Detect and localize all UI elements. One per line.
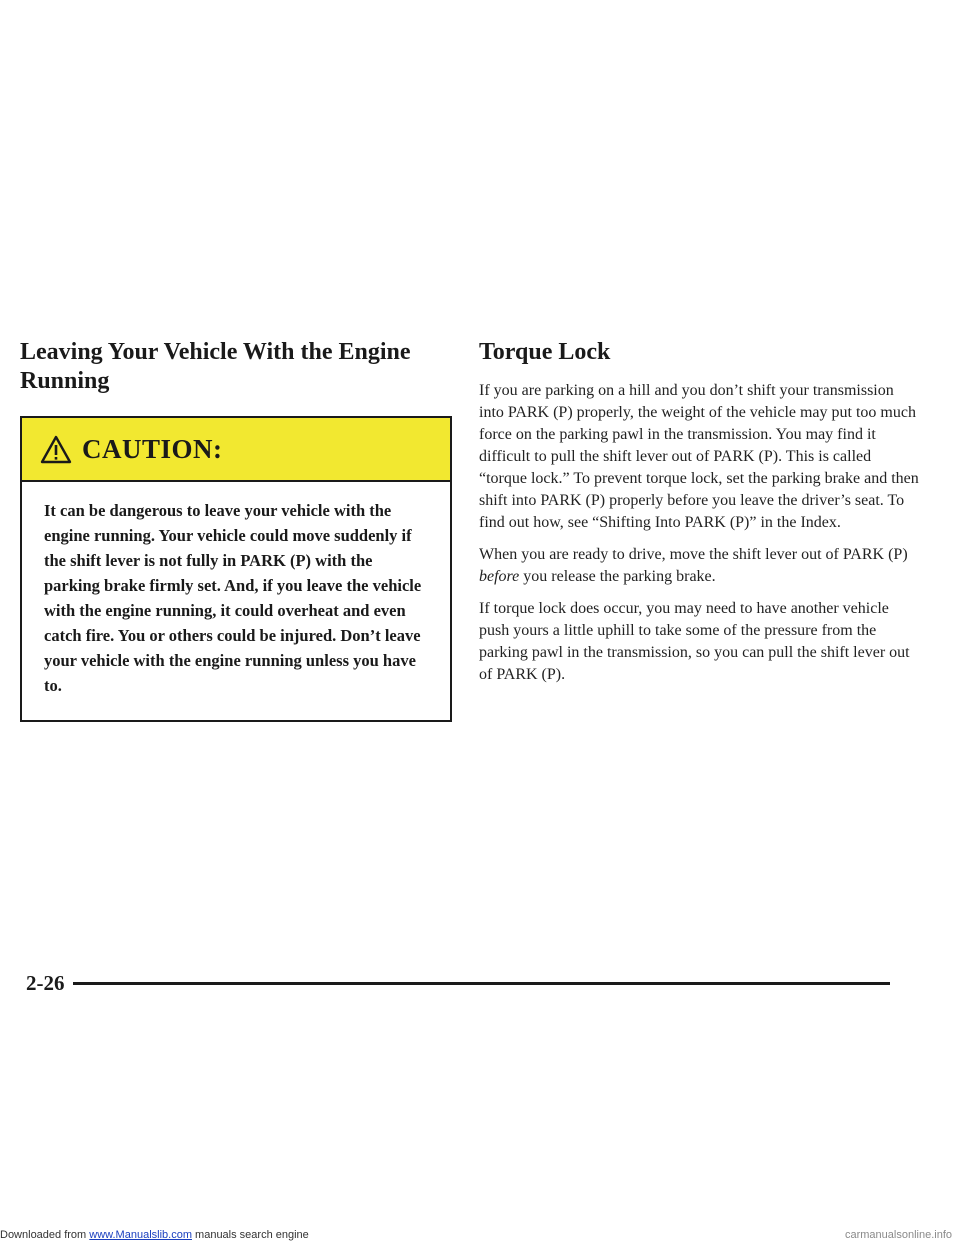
paragraph-torque-lock-1: If you are parking on a hill and you don’t shift your transmission into PARK (P) properly, the weight of the vehicle may put too much force on the parking pawl in the transmission. You may find it difficult to pull the shift lever out of PARK (P). This is called “torque lock.” To prevent torque lock, set the parking brake and then shift into PARK (P) properly before you leave the driver’s seat. To find out how, see “Shifting Into PARK (P)” in the Index. [479, 382, 919, 531]
section-heading-torque-lock: Torque Lock [479, 339, 611, 365]
download-prefix: Downloaded from [0, 1229, 90, 1241]
paragraph-torque-lock-2 [479, 544, 919, 588]
paragraph-2-text-start: When you are ready to drive, move the shift lever out of PARK (P) [479, 546, 908, 563]
download-source [0, 1229, 309, 1241]
paragraph-torque-lock-3: If torque lock does occur, you may need to have another vehicle push yours a little uphill to take some of the pressure from the parking pawl in the transmission, so you can pull the shift lever out of PARK (P). [479, 600, 910, 683]
download-bar [0, 1228, 960, 1242]
paragraph-2-emphasis: before [479, 568, 520, 585]
page-footer [26, 970, 890, 996]
caution-box [20, 416, 452, 722]
footer-rule [73, 982, 891, 985]
download-suffix: manuals search engine [191, 1229, 309, 1241]
caution-header [22, 418, 450, 482]
page-number: 2-26 [26, 970, 65, 995]
section-heading-leaving-vehicle: Leaving Your Vehicle With the Engine Running [20, 339, 411, 394]
warning-triangle-icon [40, 435, 72, 464]
right-column [479, 338, 919, 696]
watermark: carmanualsonline.info [844, 1229, 952, 1241]
left-column [20, 338, 452, 722]
paragraph-2-text-end: you release the parking brake. [519, 568, 716, 585]
caution-title: CAUTION: [82, 433, 223, 464]
manualslib-link[interactable]: www.Manualslib.com [89, 1229, 192, 1241]
caution-body: It can be dangerous to leave your vehicle with the engine running. Your vehicle could move suddenly if the shift lever is not fully in PARK (P) with the parking brake firmly set. And, if you leave the vehicle with the engine running, it could overheat and even catch fire. You or others could be injured. Don’t leave your vehicle with the engine running unless you have to. [44, 501, 422, 695]
